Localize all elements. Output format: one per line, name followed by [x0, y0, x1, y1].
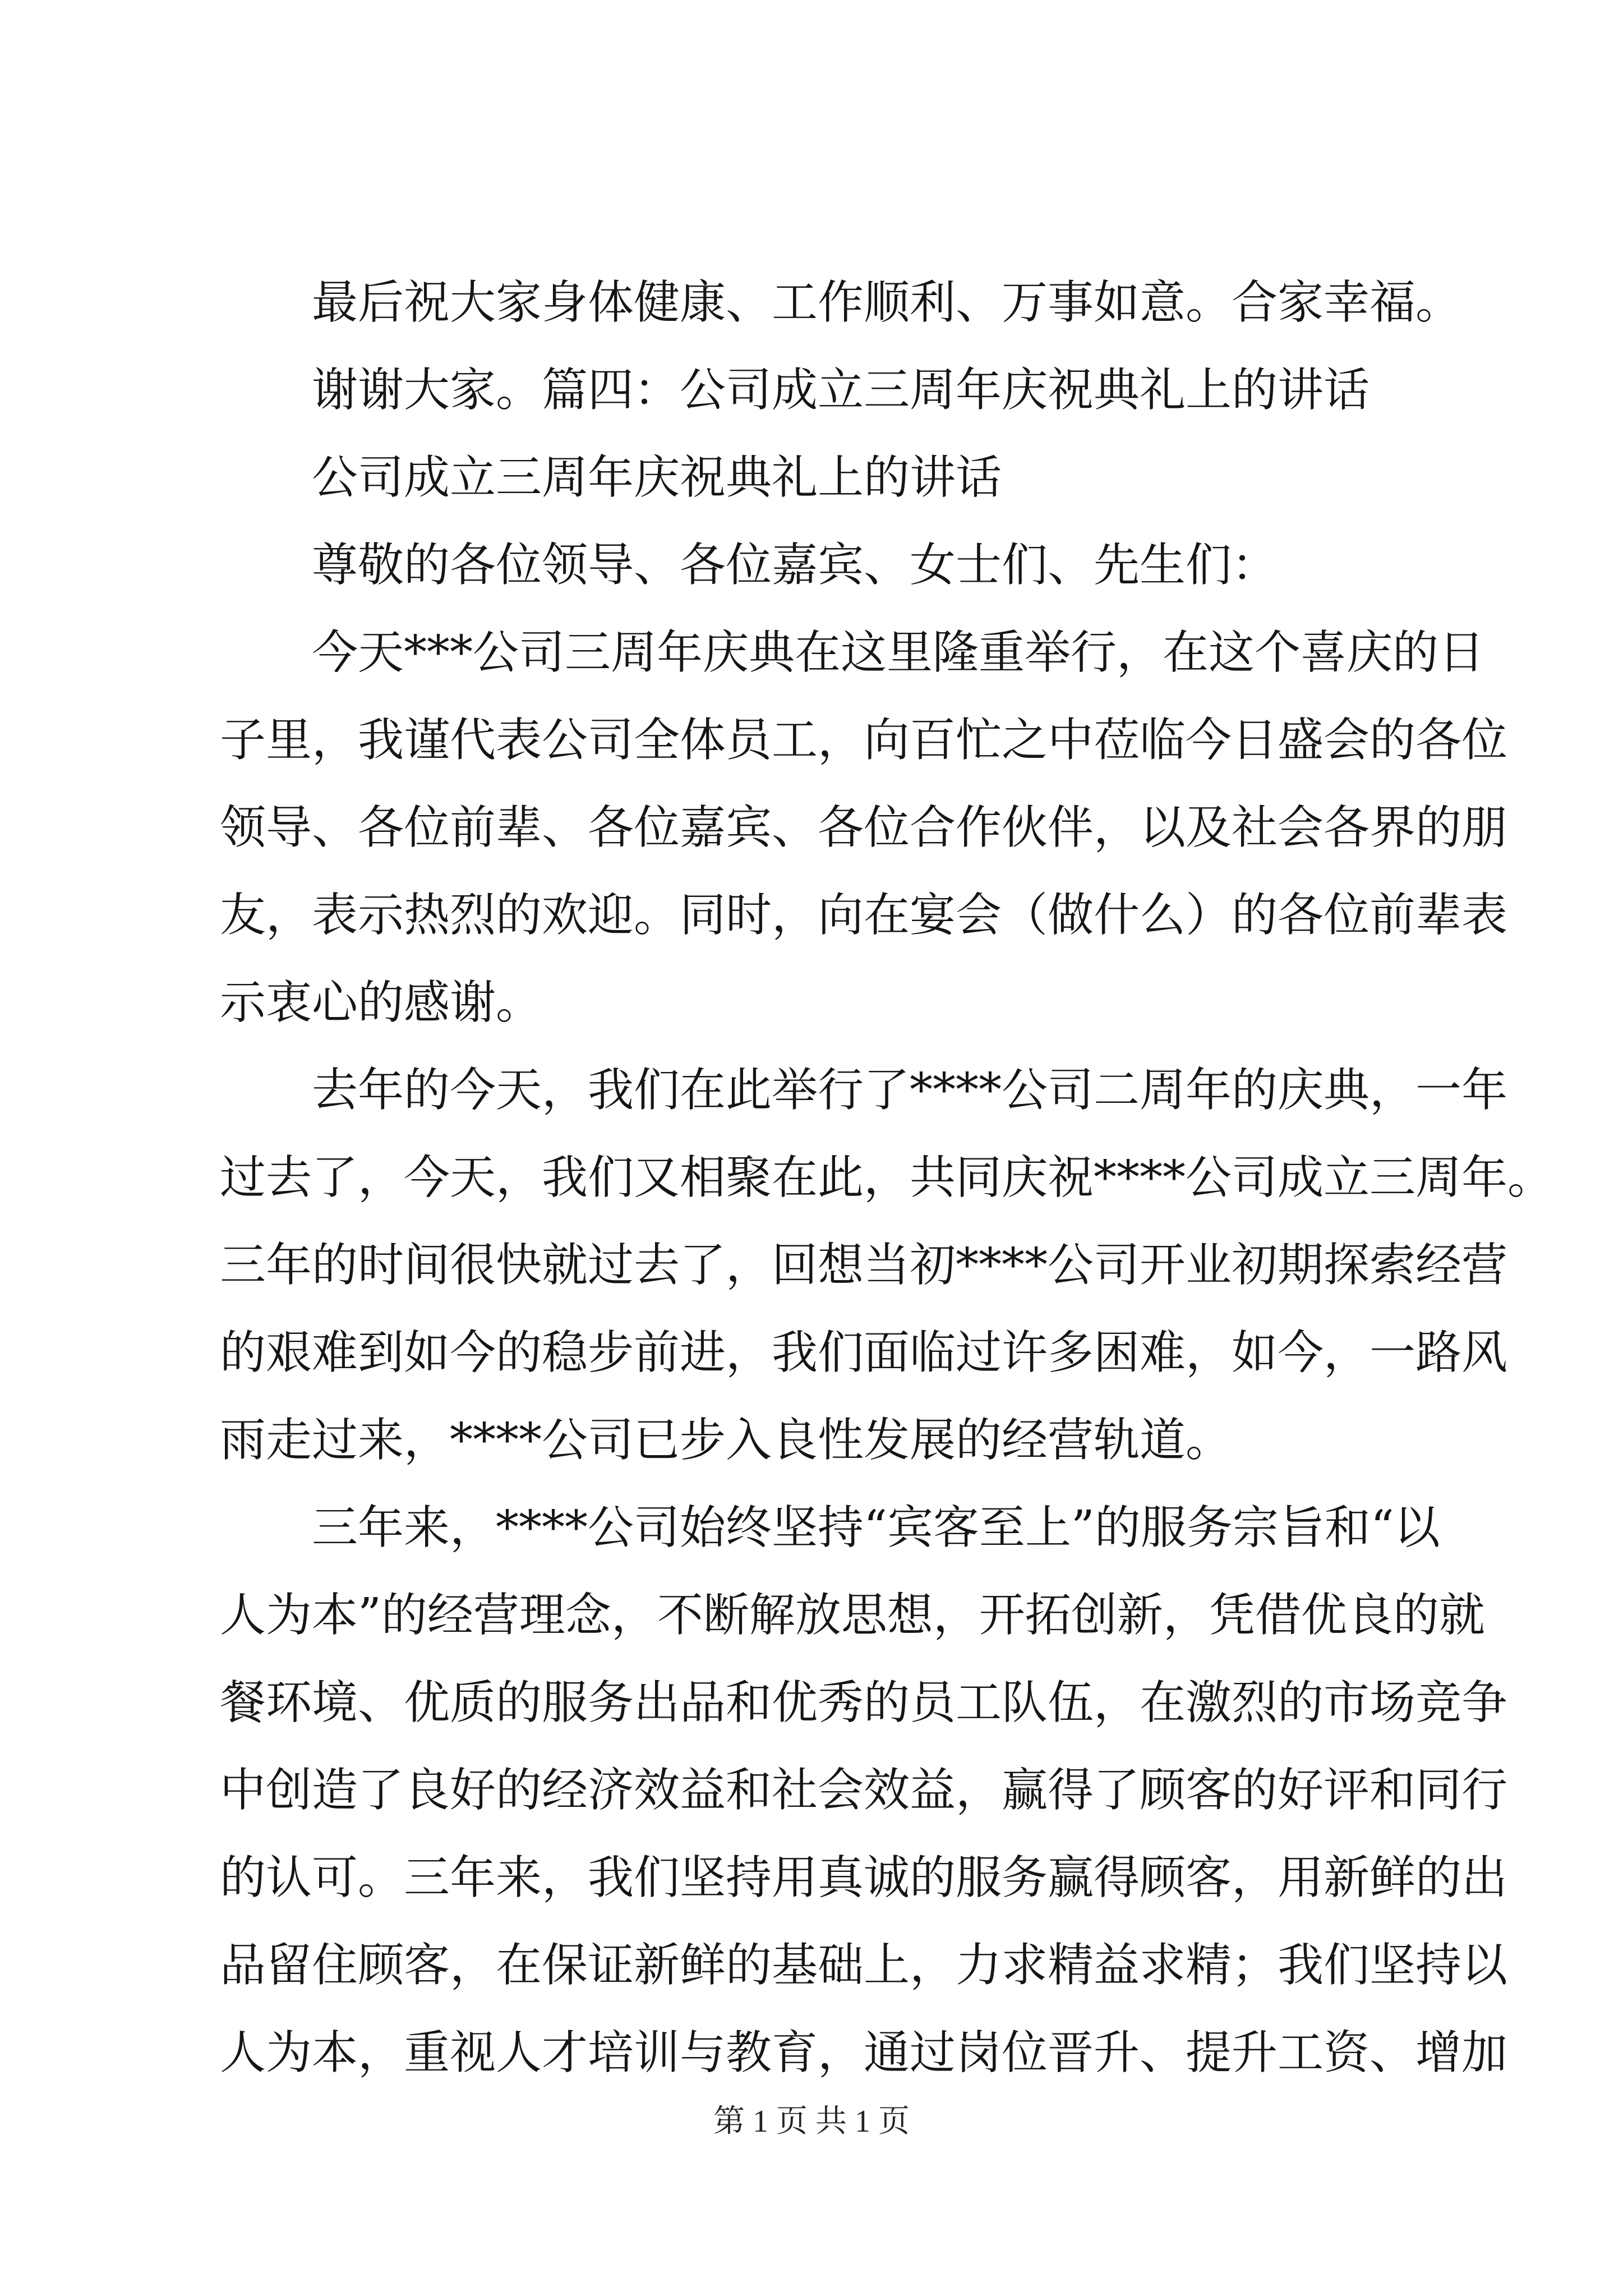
- text-line: 餐环境、优质的服务出品和优秀的员工队伍，在激烈的市场竞争: [220, 1676, 1508, 1729]
- page-number-footer: 第 1 页 共 1 页: [713, 2104, 910, 2139]
- text-line: 的艰难到如今的稳步前进，我们面临过许多困难，如今，一路风: [220, 1326, 1508, 1379]
- section-title: 公司成立三周年庆祝典礼上的讲话: [220, 451, 1002, 504]
- text-line: 雨走过来，****公司已步入良性发展的经营轨道。: [220, 1414, 1232, 1467]
- greeting-line: 尊敬的各位领导、各位嘉宾、女士们、先生们：: [220, 539, 1278, 592]
- text-line: 友，表示热烈的欢迎。同时，向在宴会（做什么）的各位前辈表: [220, 889, 1508, 942]
- text-line: 子里，我谨代表公司全体员工，向百忙之中莅临今日盛会的各位: [220, 714, 1508, 767]
- text-line: 示衷心的感谢。: [220, 976, 542, 1029]
- text-line: 三年的时间很快就过去了，回想当初****公司开业初期探索经营: [220, 1239, 1508, 1292]
- text-line: 领导、各位前辈、各位嘉宾、各位合作伙伴，以及社会各界的朋: [220, 801, 1508, 854]
- text-line: 今天***公司三周年庆典在这里隆重举行，在这个喜庆的日: [220, 626, 1485, 679]
- text-line: 的认可。三年来，我们坚持用真诚的服务赢得顾客，用新鲜的出: [220, 1851, 1508, 1904]
- document-body: [220, 259, 1554, 2097]
- text-line: 品留住顾客，在保证新鲜的基础上，力求精益求精；我们坚持以: [220, 1939, 1508, 1992]
- text-line: 人为本”的经营理念，不断解放思想，开拓创新，凭借优良的就: [220, 1589, 1485, 1642]
- text-line: 三年来，****公司始终坚持“宾客至上”的服务宗旨和“以: [220, 1501, 1440, 1554]
- text-line: 过去了，今天，我们又相聚在此，共同庆祝****公司成立三周年。: [220, 1151, 1554, 1204]
- text-line: 中创造了良好的经济效益和社会效益，赢得了顾客的好评和同行: [220, 1764, 1508, 1817]
- text-line: 最后祝大家身体健康、工作顺利、万事如意。合家幸福。: [220, 276, 1462, 329]
- text-line: 人为本，重视人才培训与教育，通过岗位晋升、提升工资、增加: [220, 2026, 1508, 2079]
- text-line: 谢谢大家。篇四：公司成立三周年庆祝典礼上的讲话: [220, 364, 1370, 417]
- text-line: 去年的今天，我们在此举行了****公司二周年的庆典，一年: [220, 1064, 1508, 1117]
